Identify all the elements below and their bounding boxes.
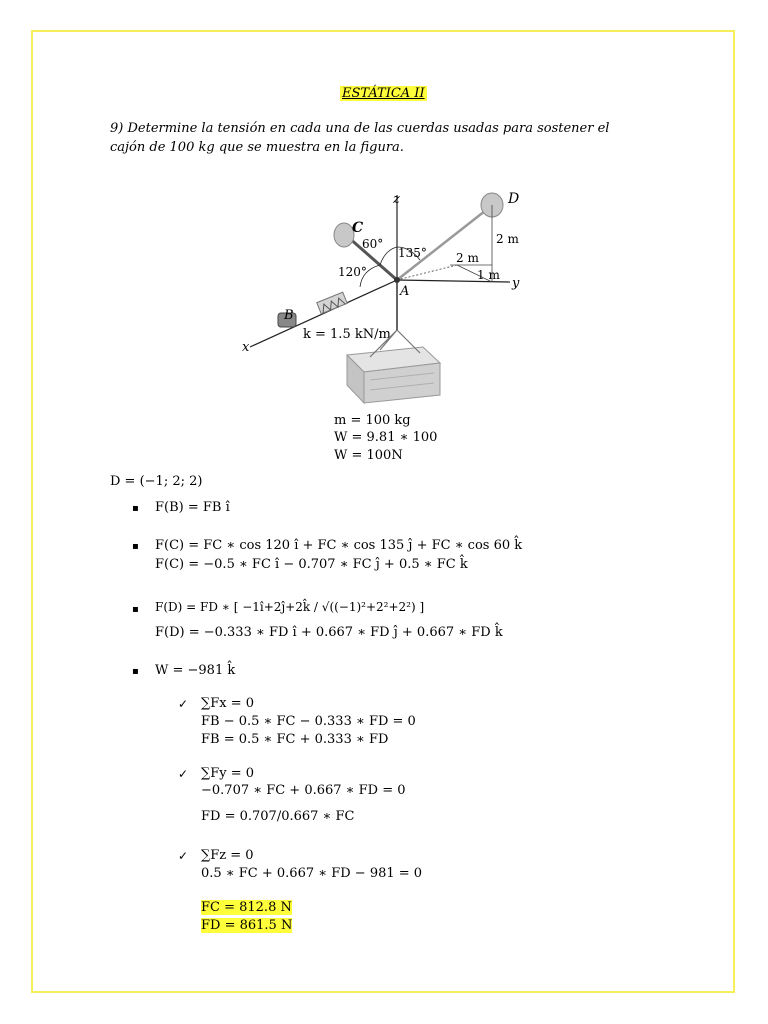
point-D-coordinates: D = (−1; 2; 2) [110,474,203,489]
statics-figure [240,185,540,410]
weight-vector: W = −981 k̂ [155,663,236,678]
sum-fz-equation: 0.5 ∗ FC + 0.667 ∗ FD − 981 = 0 [201,866,423,881]
axis-y-label: y [512,276,520,291]
bullet-marker: ▪ [132,666,139,677]
angle-60: 60° [362,237,384,251]
force-C-components: F(C) = FC ∗ cos 120 î + FC ∗ cos 135 ĵ + FC ∗ cos 60 k̂ [155,538,523,553]
point-B-label: B [284,308,294,323]
sum-fx-solved: FB = 0.5 ∗ FC + 0.333 ∗ FD [201,732,389,747]
problem-line-1: 9) Determine la tensión en cada una de las cuerdas usadas para sostener el [110,121,610,136]
check-icon: ✓ [178,767,189,781]
force-B: F(B) = FB î [155,500,230,515]
point-C-label: C [352,220,364,236]
axis-x-label: x [242,340,250,355]
sum-fy-equation: −0.707 ∗ FC + 0.667 ∗ FD = 0 [201,783,406,798]
angle-135: 135° [398,246,427,260]
result-FC: FC = 812.8 N [201,900,292,915]
sum-fx-title: ∑Fx = 0 [201,696,255,711]
dim-2m-vertical: 2 m [496,232,519,246]
force-D-numeric: F(D) = −0.333 ∗ FD î + 0.667 ∗ FD ĵ + 0.667 ∗ FD k̂ [155,625,503,640]
problem-statement [110,119,670,157]
document-title: ESTÁTICA II [342,86,425,101]
dim-1m: 1 m [477,268,500,282]
bullet-marker: ▪ [132,541,139,552]
sum-fz-title: ∑Fz = 0 [201,848,254,863]
given-mass: m = 100 kg [334,413,411,428]
given-weight-expr: W = 9.81 ∗ 100 [334,430,438,445]
force-D-unit-vector: F(D) = FD ∗ [ −1î+2ĵ+2k̂ / √((−1)²+2²+2²) ] [155,600,425,614]
check-icon: ✓ [178,697,189,711]
point-D-label: D [508,191,520,207]
spring-constant: k = 1.5 kN/m [303,327,391,342]
check-icon: ✓ [178,849,189,863]
sum-fx-equation: FB − 0.5 ∗ FC − 0.333 ∗ FD = 0 [201,714,416,729]
dim-2m: 2 m [456,251,479,265]
sum-fy-solved: FD = 0.707/0.667 ∗ FC [201,809,355,824]
problem-line-2: cajón de 100 kg que se muestra en la figura. [110,140,404,155]
result-FD: FD = 861.5 N [201,918,293,933]
force-C-numeric: F(C) = −0.5 ∗ FC î − 0.707 ∗ FC ĵ + 0.5 ∗ FC k̂ [155,557,468,572]
point-A-label: A [400,284,410,299]
given-weight-value: W = 100N [334,448,403,463]
axis-z-label: z [393,192,400,207]
sum-fy-title: ∑Fy = 0 [201,766,255,781]
bullet-marker: ▪ [132,604,139,615]
angle-120: 120° [338,265,367,279]
bullet-marker: ▪ [132,503,139,514]
